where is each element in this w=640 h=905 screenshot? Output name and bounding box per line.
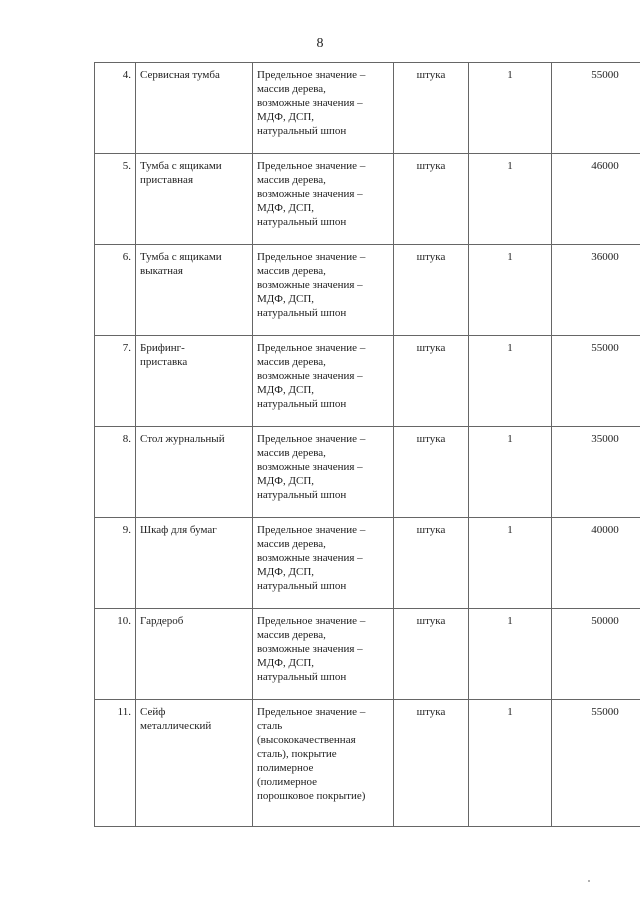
- page-number: 8: [316, 36, 324, 51]
- item-unit: штука: [394, 336, 469, 427]
- item-price: 55000: [552, 63, 640, 154]
- table-row: [95, 154, 640, 245]
- table-row: [95, 245, 640, 336]
- item-price: 55000: [552, 336, 640, 427]
- item-name: Стол журнальный: [136, 427, 253, 518]
- row-number: 8.: [95, 427, 136, 518]
- item-quantity: 1: [469, 518, 552, 609]
- item-specification: Предельное значение – массив дерева, возможные значения – МДФ, ДСП, натуральный шпон: [253, 609, 394, 700]
- table-row: [95, 336, 640, 427]
- item-price: 50000: [552, 609, 640, 700]
- item-quantity: 1: [469, 700, 552, 827]
- item-specification: Предельное значение – массив дерева, возможные значения – МДФ, ДСП, натуральный шпон: [253, 518, 394, 609]
- item-unit: штука: [394, 518, 469, 609]
- item-specification: Предельное значение – массив дерева, возможные значения – МДФ, ДСП, натуральный шпон: [253, 336, 394, 427]
- item-quantity: 1: [469, 245, 552, 336]
- table-row: [95, 63, 640, 154]
- item-name: Брифинг- приставка: [136, 336, 253, 427]
- item-unit: штука: [394, 63, 469, 154]
- item-name: Сейф металлический: [136, 700, 253, 827]
- item-specification: Предельное значение – сталь (высококачественная сталь), покрытие полимерное (полимерное порошковое покрытие): [253, 700, 394, 827]
- row-number: 6.: [95, 245, 136, 336]
- item-price: 40000: [552, 518, 640, 609]
- table-row: [95, 518, 640, 609]
- item-name: Шкаф для бумаг: [136, 518, 253, 609]
- item-quantity: 1: [469, 336, 552, 427]
- item-name: Тумба с ящиками приставная: [136, 154, 253, 245]
- item-quantity: 1: [469, 154, 552, 245]
- item-name: Сервисная тумба: [136, 63, 253, 154]
- item-quantity: 1: [469, 427, 552, 518]
- table-row: [95, 427, 640, 518]
- item-unit: штука: [394, 609, 469, 700]
- row-number: 10.: [95, 609, 136, 700]
- scan-speck: [588, 880, 590, 882]
- item-price: 35000: [552, 427, 640, 518]
- item-price: 55000: [552, 700, 640, 827]
- item-price: 36000: [552, 245, 640, 336]
- item-specification: Предельное значение – массив дерева, возможные значения – МДФ, ДСП, натуральный шпон: [253, 427, 394, 518]
- item-name: Тумба с ящиками выкатная: [136, 245, 253, 336]
- item-specification: Предельное значение – массив дерева, возможные значения – МДФ, ДСП, натуральный шпон: [253, 245, 394, 336]
- row-number: 7.: [95, 336, 136, 427]
- item-unit: штука: [394, 700, 469, 827]
- item-unit: штука: [394, 154, 469, 245]
- row-number: 4.: [95, 63, 136, 154]
- item-specification: Предельное значение – массив дерева, возможные значения – МДФ, ДСП, натуральный шпон: [253, 63, 394, 154]
- items-table: [94, 62, 640, 827]
- item-specification: Предельное значение – массив дерева, возможные значения – МДФ, ДСП, натуральный шпон: [253, 154, 394, 245]
- row-number: 11.: [95, 700, 136, 827]
- item-name: Гардероб: [136, 609, 253, 700]
- row-number: 5.: [95, 154, 136, 245]
- table-row: [95, 609, 640, 700]
- item-quantity: 1: [469, 609, 552, 700]
- item-price: 46000: [552, 154, 640, 245]
- table-row: [95, 700, 640, 827]
- row-number: 9.: [95, 518, 136, 609]
- item-unit: штука: [394, 245, 469, 336]
- item-unit: штука: [394, 427, 469, 518]
- item-quantity: 1: [469, 63, 552, 154]
